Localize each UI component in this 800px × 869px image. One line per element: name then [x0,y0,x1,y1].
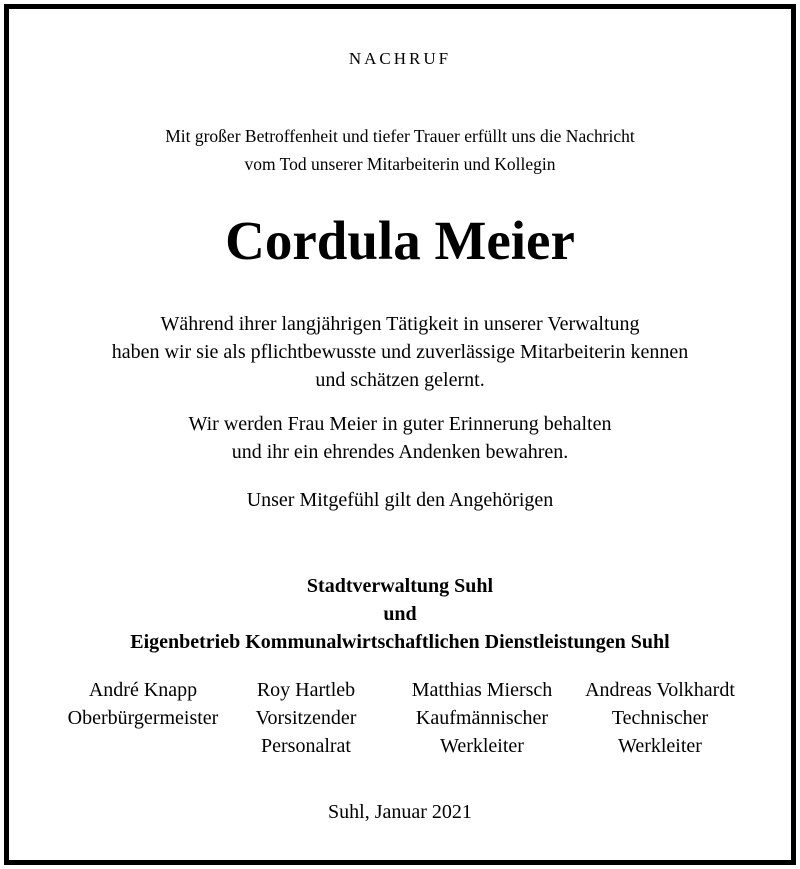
signer [382,676,582,760]
organization-block [0,572,800,656]
place-date: Suhl, Januar 2021 [328,801,472,823]
signer [240,676,372,760]
deceased-name: Cordula Meier [225,210,575,271]
signer-role: Vorsitzender [255,707,357,729]
paragraph-line: und schätzen gelernt. [315,369,485,391]
signer-name: Roy Hartleb [256,679,356,701]
paragraph-line: und ihr ein ehrendes Andenken bewahren. [231,441,569,463]
signer-role: Werkleiter [440,735,524,757]
signer-name: Matthias Miersch [411,679,553,701]
intro-line: vom Tod unserer Mitarbeiterin und Kollegin [244,154,556,174]
signer-role: Personalrat [261,735,351,757]
signer-name: André Knapp [88,679,198,701]
signer-name: Andreas Volkhardt [585,679,735,701]
organization-line: Stadtverwaltung Suhl [306,575,494,597]
paragraph-line: Wir werden Frau Meier in guter Erinnerung behalten [188,413,612,435]
signer-role: Kaufmännischer [415,707,549,729]
paragraph-line: haben wir sie als pflichtbewusste und zuverlässige Mitarbeiterin kennen [111,341,689,363]
signer [568,676,752,760]
intro-line: Mit großer Betroffenheit und tiefer Trauer erfüllt uns die Nachricht [165,126,635,146]
signer-role: Werkleiter [618,735,702,757]
paragraph-line: Während ihrer langjährigen Tätigkeit in unserer Verwaltung [160,313,640,335]
condolence-line: Unser Mitgefühl gilt den Angehörigen [246,489,554,511]
notice-heading: NACHRUF [348,49,452,68]
tribute-paragraph [0,310,800,394]
remembrance-paragraph [0,410,800,466]
signer-role: Technischer [611,707,709,729]
signer [50,676,236,732]
signers-row [50,676,750,766]
intro-text [0,122,800,178]
signer-role: Oberbürgermeister [67,707,219,729]
organization-line: Eigenbetrieb Kommunalwirtschaftlichen Dienstleistungen Suhl [130,631,670,653]
organization-line: und [383,603,417,625]
